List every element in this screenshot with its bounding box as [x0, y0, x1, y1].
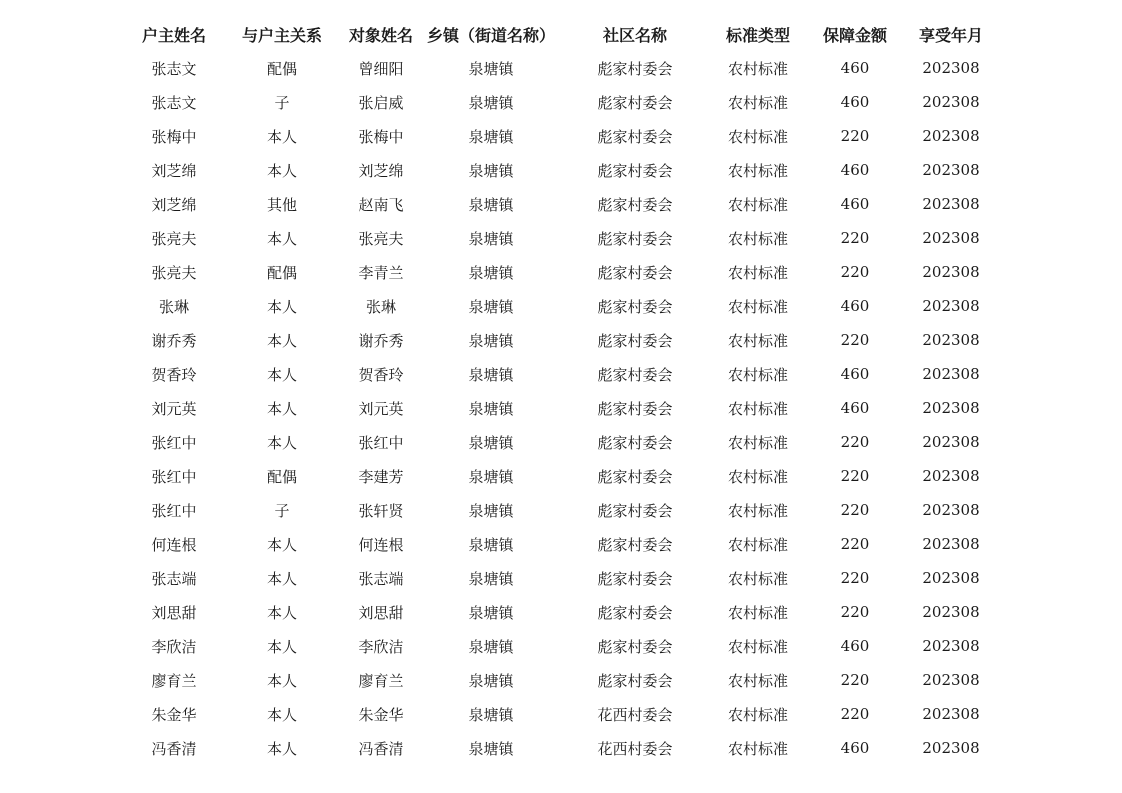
cell-relation-to-householder: 本人	[266, 127, 297, 146]
cell-standard-type: 农村标准	[727, 195, 788, 214]
table-row	[120, 323, 994, 357]
cell-standard-type: 农村标准	[727, 331, 788, 350]
cell-standard-type: 农村标准	[727, 93, 788, 112]
cell-subsidy-amount: 460	[840, 297, 870, 315]
cell-community-name: 花西村委会	[597, 739, 673, 758]
cell-householder-name: 张红中	[151, 467, 197, 486]
cell-community-name: 彪家村委会	[597, 263, 673, 282]
cell-recipient-name: 张琳	[365, 297, 396, 316]
cell-relation-to-householder: 本人	[266, 569, 297, 588]
cell-standard-type: 农村标准	[727, 535, 788, 554]
cell-township: 泉塘镇	[468, 297, 514, 316]
cell-standard-type: 农村标准	[727, 263, 788, 282]
cell-benefit-month: 202308	[922, 467, 980, 485]
cell-recipient-name: 刘思甜	[358, 603, 404, 622]
cell-recipient-name: 刘芝绵	[358, 161, 404, 180]
cell-township: 泉塘镇	[468, 467, 514, 486]
column-header-relation-to-householder: 与户主关系	[241, 25, 322, 45]
column-header-subsidy-amount: 保障金额	[822, 25, 887, 45]
cell-recipient-name: 廖育兰	[358, 671, 404, 690]
table-row	[120, 459, 994, 493]
cell-township: 泉塘镇	[468, 229, 514, 248]
cell-community-name: 彪家村委会	[597, 637, 673, 656]
cell-township: 泉塘镇	[468, 399, 514, 418]
cell-standard-type: 农村标准	[727, 603, 788, 622]
table-row	[120, 391, 994, 425]
cell-benefit-month: 202308	[922, 433, 980, 451]
cell-standard-type: 农村标准	[727, 705, 788, 724]
cell-relation-to-householder: 配偶	[266, 467, 297, 486]
cell-subsidy-amount: 220	[840, 501, 870, 519]
cell-benefit-month: 202308	[922, 705, 980, 723]
table-row	[120, 663, 994, 697]
cell-township: 泉塘镇	[468, 535, 514, 554]
cell-community-name: 彪家村委会	[597, 433, 673, 452]
cell-subsidy-amount: 460	[840, 399, 870, 417]
cell-recipient-name: 贺香玲	[358, 365, 404, 384]
cell-recipient-name: 张红中	[358, 433, 404, 452]
table-row	[120, 255, 994, 289]
cell-relation-to-householder: 本人	[266, 331, 297, 350]
cell-subsidy-amount: 220	[840, 705, 870, 723]
cell-community-name: 彪家村委会	[597, 297, 673, 316]
cell-subsidy-amount: 220	[840, 535, 870, 553]
cell-standard-type: 农村标准	[727, 467, 788, 486]
cell-householder-name: 张梅中	[151, 127, 197, 146]
cell-householder-name: 刘思甜	[151, 603, 197, 622]
table-row	[120, 731, 994, 765]
cell-relation-to-householder: 子	[274, 93, 290, 112]
cell-township: 泉塘镇	[468, 161, 514, 180]
cell-community-name: 彪家村委会	[597, 59, 673, 78]
cell-township: 泉塘镇	[468, 739, 514, 758]
cell-householder-name: 张志端	[151, 569, 197, 588]
table-row	[120, 595, 994, 629]
cell-standard-type: 农村标准	[727, 501, 788, 520]
table-row	[120, 629, 994, 663]
cell-householder-name: 谢乔秀	[151, 331, 197, 350]
cell-benefit-month: 202308	[922, 399, 980, 417]
table-row	[120, 493, 994, 527]
cell-recipient-name: 谢乔秀	[358, 331, 404, 350]
cell-householder-name: 何连根	[151, 535, 197, 554]
cell-community-name: 花西村委会	[597, 705, 673, 724]
subsidy-roster-table	[120, 17, 994, 765]
cell-benefit-month: 202308	[922, 637, 980, 655]
cell-benefit-month: 202308	[922, 161, 980, 179]
cell-recipient-name: 刘元英	[358, 399, 404, 418]
cell-standard-type: 农村标准	[727, 739, 788, 758]
cell-householder-name: 贺香玲	[151, 365, 197, 384]
cell-standard-type: 农村标准	[727, 399, 788, 418]
cell-subsidy-amount: 220	[840, 671, 870, 689]
cell-recipient-name: 张轩贤	[358, 501, 404, 520]
cell-relation-to-householder: 本人	[266, 637, 297, 656]
cell-benefit-month: 202308	[922, 535, 980, 553]
cell-householder-name: 张亮夫	[151, 229, 197, 248]
cell-subsidy-amount: 220	[840, 263, 870, 281]
cell-relation-to-householder: 本人	[266, 603, 297, 622]
cell-benefit-month: 202308	[922, 229, 980, 247]
cell-community-name: 彪家村委会	[597, 603, 673, 622]
column-header-community-name: 社区名称	[602, 25, 667, 45]
cell-subsidy-amount: 220	[840, 229, 870, 247]
cell-community-name: 彪家村委会	[597, 229, 673, 248]
cell-relation-to-householder: 本人	[266, 229, 297, 248]
cell-benefit-month: 202308	[922, 365, 980, 383]
cell-subsidy-amount: 220	[840, 331, 870, 349]
cell-recipient-name: 李青兰	[358, 263, 404, 282]
cell-relation-to-householder: 本人	[266, 365, 297, 384]
cell-subsidy-amount: 460	[840, 637, 870, 655]
cell-subsidy-amount: 460	[840, 365, 870, 383]
cell-township: 泉塘镇	[468, 569, 514, 588]
cell-householder-name: 李欣洁	[151, 637, 197, 656]
cell-relation-to-householder: 本人	[266, 535, 297, 554]
cell-standard-type: 农村标准	[727, 637, 788, 656]
cell-subsidy-amount: 460	[840, 739, 870, 757]
table-row	[120, 187, 994, 221]
cell-recipient-name: 朱金华	[358, 705, 404, 724]
cell-benefit-month: 202308	[922, 603, 980, 621]
cell-township: 泉塘镇	[468, 59, 514, 78]
cell-township: 泉塘镇	[468, 705, 514, 724]
cell-relation-to-householder: 本人	[266, 161, 297, 180]
cell-relation-to-householder: 本人	[266, 705, 297, 724]
cell-standard-type: 农村标准	[727, 161, 788, 180]
cell-relation-to-householder: 本人	[266, 297, 297, 316]
cell-township: 泉塘镇	[468, 501, 514, 520]
cell-benefit-month: 202308	[922, 263, 980, 281]
cell-benefit-month: 202308	[922, 127, 980, 145]
cell-township: 泉塘镇	[468, 263, 514, 282]
cell-recipient-name: 李欣洁	[358, 637, 404, 656]
cell-standard-type: 农村标准	[727, 229, 788, 248]
cell-householder-name: 张志文	[151, 93, 197, 112]
cell-householder-name: 廖育兰	[151, 671, 197, 690]
table-row	[120, 85, 994, 119]
column-header-householder-name: 户主姓名	[141, 25, 206, 45]
cell-householder-name: 张亮夫	[151, 263, 197, 282]
table-row	[120, 561, 994, 595]
cell-householder-name: 刘芝绵	[151, 161, 197, 180]
cell-township: 泉塘镇	[468, 433, 514, 452]
cell-benefit-month: 202308	[922, 739, 980, 757]
cell-community-name: 彪家村委会	[597, 93, 673, 112]
cell-standard-type: 农村标准	[727, 569, 788, 588]
cell-recipient-name: 张梅中	[358, 127, 404, 146]
cell-relation-to-householder: 子	[274, 501, 290, 520]
cell-subsidy-amount: 220	[840, 569, 870, 587]
cell-recipient-name: 张启威	[358, 93, 404, 112]
cell-benefit-month: 202308	[922, 297, 980, 315]
table-row	[120, 51, 994, 85]
column-header-township: 乡镇（街道名称）	[426, 25, 555, 45]
cell-standard-type: 农村标准	[727, 127, 788, 146]
cell-subsidy-amount: 460	[840, 195, 870, 213]
cell-standard-type: 农村标准	[727, 297, 788, 316]
table-row	[120, 289, 994, 323]
cell-recipient-name: 何连根	[358, 535, 404, 554]
cell-standard-type: 农村标准	[727, 365, 788, 384]
table-row	[120, 221, 994, 255]
cell-benefit-month: 202308	[922, 59, 980, 77]
cell-standard-type: 农村标准	[727, 59, 788, 78]
table-header-row	[120, 17, 994, 51]
table-row	[120, 153, 994, 187]
cell-relation-to-householder: 配偶	[266, 59, 297, 78]
cell-recipient-name: 张亮夫	[358, 229, 404, 248]
cell-township: 泉塘镇	[468, 93, 514, 112]
cell-township: 泉塘镇	[468, 671, 514, 690]
cell-township: 泉塘镇	[468, 127, 514, 146]
cell-recipient-name: 张志端	[358, 569, 404, 588]
column-header-benefit-month: 享受年月	[918, 25, 983, 45]
column-header-standard-type: 标准类型	[725, 25, 790, 45]
cell-community-name: 彪家村委会	[597, 671, 673, 690]
cell-relation-to-householder: 配偶	[266, 263, 297, 282]
cell-community-name: 彪家村委会	[597, 569, 673, 588]
cell-community-name: 彪家村委会	[597, 365, 673, 384]
cell-benefit-month: 202308	[922, 195, 980, 213]
table-row	[120, 697, 994, 731]
cell-householder-name: 刘元英	[151, 399, 197, 418]
cell-relation-to-householder: 本人	[266, 671, 297, 690]
cell-subsidy-amount: 460	[840, 161, 870, 179]
cell-community-name: 彪家村委会	[597, 501, 673, 520]
cell-township: 泉塘镇	[468, 637, 514, 656]
cell-subsidy-amount: 460	[840, 93, 870, 111]
table-row	[120, 357, 994, 391]
cell-subsidy-amount: 220	[840, 603, 870, 621]
cell-relation-to-householder: 本人	[266, 433, 297, 452]
cell-householder-name: 张琳	[158, 297, 189, 316]
cell-standard-type: 农村标准	[727, 433, 788, 452]
cell-subsidy-amount: 220	[840, 127, 870, 145]
cell-householder-name: 刘芝绵	[151, 195, 197, 214]
cell-community-name: 彪家村委会	[597, 535, 673, 554]
cell-relation-to-householder: 本人	[266, 739, 297, 758]
cell-householder-name: 张红中	[151, 501, 197, 520]
cell-township: 泉塘镇	[468, 331, 514, 350]
cell-community-name: 彪家村委会	[597, 127, 673, 146]
cell-township: 泉塘镇	[468, 365, 514, 384]
cell-community-name: 彪家村委会	[597, 195, 673, 214]
cell-benefit-month: 202308	[922, 671, 980, 689]
cell-relation-to-householder: 本人	[266, 399, 297, 418]
cell-benefit-month: 202308	[922, 93, 980, 111]
table-body	[120, 51, 994, 765]
cell-householder-name: 冯香清	[151, 739, 197, 758]
cell-recipient-name: 冯香清	[358, 739, 404, 758]
cell-community-name: 彪家村委会	[597, 467, 673, 486]
cell-standard-type: 农村标准	[727, 671, 788, 690]
table-row	[120, 425, 994, 459]
cell-relation-to-householder: 其他	[266, 195, 297, 214]
cell-township: 泉塘镇	[468, 195, 514, 214]
cell-township: 泉塘镇	[468, 603, 514, 622]
cell-benefit-month: 202308	[922, 501, 980, 519]
cell-community-name: 彪家村委会	[597, 331, 673, 350]
cell-recipient-name: 李建芳	[358, 467, 404, 486]
cell-community-name: 彪家村委会	[597, 161, 673, 180]
cell-benefit-month: 202308	[922, 569, 980, 587]
cell-householder-name: 张红中	[151, 433, 197, 452]
cell-subsidy-amount: 220	[840, 433, 870, 451]
cell-recipient-name: 曾细阳	[358, 59, 404, 78]
cell-recipient-name: 赵南飞	[358, 195, 404, 214]
cell-householder-name: 朱金华	[151, 705, 197, 724]
cell-householder-name: 张志文	[151, 59, 197, 78]
cell-subsidy-amount: 220	[840, 467, 870, 485]
cell-benefit-month: 202308	[922, 331, 980, 349]
cell-subsidy-amount: 460	[840, 59, 870, 77]
table-row	[120, 527, 994, 561]
table-row	[120, 119, 994, 153]
cell-community-name: 彪家村委会	[597, 399, 673, 418]
column-header-recipient-name: 对象姓名	[348, 25, 413, 45]
